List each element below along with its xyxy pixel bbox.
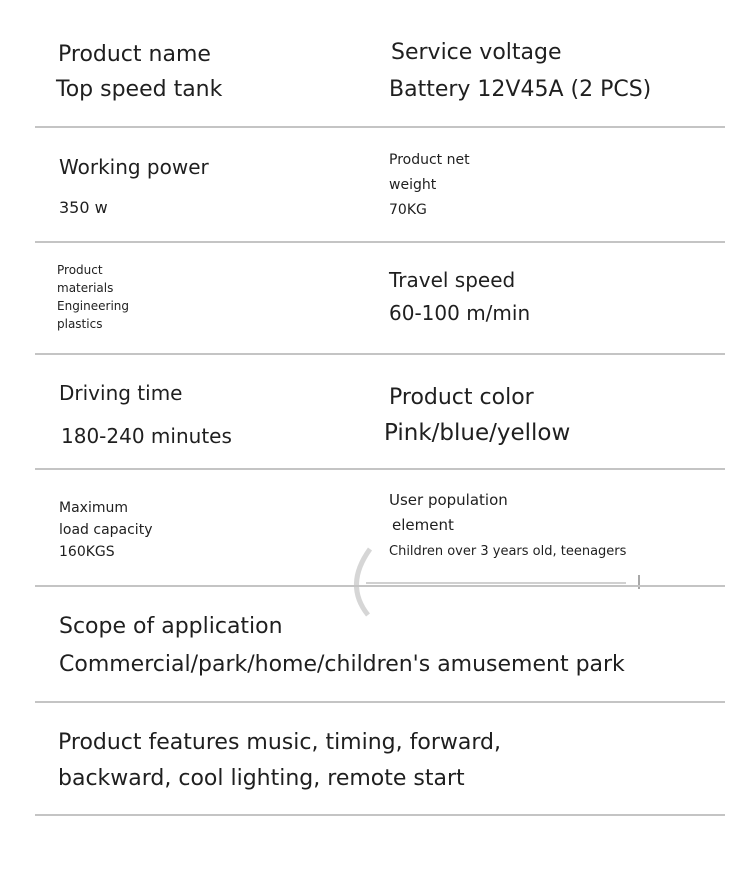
product-color-label: Product color [389, 385, 534, 410]
driving-time-value: 180-240 minutes [61, 424, 232, 448]
scope-of-application-label: Scope of application [59, 614, 283, 639]
working-power-label: Working power [59, 155, 209, 179]
product-materials-label-line2: materials [57, 281, 114, 295]
product-materials-value-line1: Engineering [57, 299, 129, 313]
divider [35, 814, 725, 816]
product-net-weight-label-line2: weight [389, 177, 437, 193]
product-features-line1: Product features music, timing, forward, [58, 730, 501, 755]
divider [35, 126, 725, 128]
decorative-arc-graphic [340, 535, 650, 627]
working-power-value: 350 w [59, 198, 108, 217]
service-voltage-label: Service voltage [391, 40, 562, 65]
product-name-label: Product name [58, 42, 211, 67]
service-voltage-value: Battery 12V45A (2 PCS) [389, 77, 652, 102]
maximum-load-value: 160KGS [59, 544, 115, 560]
product-net-weight-value: 70KG [389, 202, 427, 218]
divider [35, 241, 725, 243]
travel-speed-value: 60-100 m/min [389, 301, 531, 325]
divider [35, 701, 725, 703]
user-population-label-line1: User population [389, 491, 508, 509]
scope-of-application-value: Commercial/park/home/children's amusement park [59, 652, 625, 677]
travel-speed-label: Travel speed [389, 268, 516, 292]
user-population-label-line2: element [392, 516, 454, 534]
product-materials-label-line1: Product [57, 263, 103, 277]
product-net-weight-label-line1: Product net [389, 152, 470, 168]
divider [35, 468, 725, 470]
product-materials-value-line2: plastics [57, 317, 103, 331]
product-name-value: Top speed tank [56, 77, 223, 102]
maximum-load-label-line1: Maximum [59, 500, 128, 516]
product-color-value: Pink/blue/yellow [384, 420, 571, 446]
maximum-load-label-line2: load capacity [59, 522, 153, 538]
divider [35, 353, 725, 355]
driving-time-label: Driving time [59, 381, 183, 405]
divider [35, 585, 725, 587]
product-features-line2: backward, cool lighting, remote start [58, 766, 465, 791]
user-population-value: Children over 3 years old, teenagers [389, 544, 627, 559]
